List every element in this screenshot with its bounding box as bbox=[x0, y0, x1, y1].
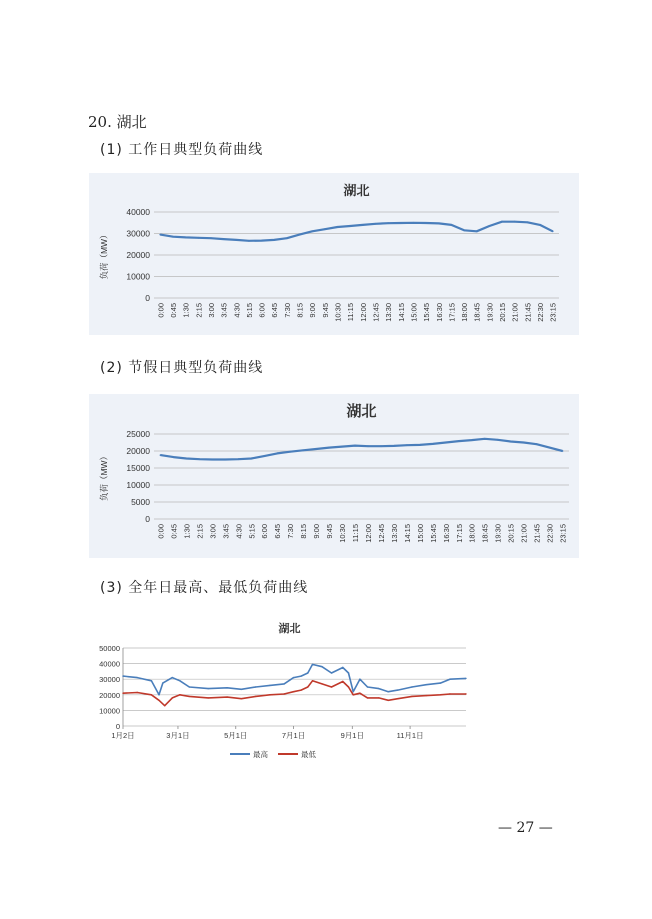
y-tick-label: 40000 bbox=[99, 659, 120, 669]
x-tick-label: 3:00 bbox=[208, 524, 218, 539]
x-tick-label: 2:15 bbox=[195, 524, 205, 539]
data-point bbox=[159, 234, 161, 236]
data-point bbox=[501, 221, 503, 223]
data-point bbox=[393, 445, 395, 447]
chart-title: 湖北 bbox=[278, 623, 301, 635]
data-point bbox=[342, 667, 343, 668]
data-point bbox=[539, 224, 541, 226]
data-point bbox=[348, 686, 349, 687]
data-point bbox=[255, 696, 256, 697]
data-point bbox=[283, 683, 284, 684]
x-tick-label: 6:00 bbox=[260, 524, 270, 539]
data-point bbox=[321, 666, 322, 667]
data-point bbox=[378, 697, 379, 698]
chart-title: 湖北 bbox=[343, 183, 370, 198]
x-tick-label: 4:30 bbox=[232, 303, 242, 318]
data-point bbox=[286, 237, 288, 239]
data-point bbox=[227, 696, 228, 697]
data-point bbox=[227, 687, 228, 688]
x-tick-label: 0:45 bbox=[168, 303, 178, 318]
x-tick-label: 9月1日 bbox=[340, 731, 364, 740]
x-tick-label: 18:00 bbox=[467, 524, 477, 543]
data-point bbox=[250, 458, 252, 460]
x-tick-label: 12:00 bbox=[358, 303, 368, 322]
data-point bbox=[186, 458, 188, 460]
y-axis-label: 负荷（MW） bbox=[99, 451, 109, 502]
data-point bbox=[189, 686, 190, 687]
x-tick-label: 6:00 bbox=[257, 303, 267, 318]
data-point bbox=[449, 693, 450, 694]
x-tick-label: 20:15 bbox=[506, 524, 516, 543]
data-point bbox=[315, 448, 317, 450]
data-point bbox=[354, 445, 356, 447]
data-point bbox=[411, 686, 412, 687]
x-tick-label: 10:30 bbox=[338, 524, 348, 543]
x-tick-label: 7:30 bbox=[282, 303, 292, 318]
data-point bbox=[224, 459, 226, 461]
data-point bbox=[241, 689, 242, 690]
x-tick-label: 17:15 bbox=[454, 524, 464, 543]
x-tick-label: 6:45 bbox=[270, 303, 280, 318]
data-point bbox=[269, 685, 270, 686]
x-tick-label: 6:45 bbox=[273, 524, 283, 539]
data-point bbox=[387, 222, 389, 224]
y-tick-label: 15000 bbox=[126, 463, 150, 473]
y-tick-label: 0 bbox=[115, 722, 120, 731]
data-point bbox=[445, 442, 447, 444]
data-point bbox=[172, 697, 173, 698]
data-point bbox=[400, 222, 402, 224]
y-tick-label: 0 bbox=[145, 514, 150, 524]
x-tick-label: 8:15 bbox=[295, 303, 305, 318]
data-point bbox=[397, 689, 398, 690]
x-tick-label: 0:00 bbox=[156, 524, 166, 539]
data-point bbox=[122, 675, 123, 676]
data-point bbox=[458, 440, 460, 442]
x-tick-label: 15:00 bbox=[415, 524, 425, 543]
y-tick-label: 25000 bbox=[126, 429, 150, 439]
data-point bbox=[273, 239, 275, 241]
data-point bbox=[432, 443, 434, 445]
x-tick-label: 12:45 bbox=[376, 524, 386, 543]
y-axis-label: 负荷（MW） bbox=[99, 230, 109, 280]
y-tick-label: 0 bbox=[145, 293, 150, 303]
x-tick-label: 19:30 bbox=[493, 524, 503, 543]
x-tick-label: 3:45 bbox=[219, 303, 229, 318]
data-point bbox=[179, 680, 180, 681]
x-tick-label: 0:45 bbox=[169, 524, 179, 539]
data-point bbox=[263, 455, 265, 457]
data-point bbox=[137, 692, 138, 693]
data-point bbox=[269, 694, 270, 695]
data-point bbox=[328, 447, 330, 449]
data-point bbox=[337, 226, 339, 228]
data-point bbox=[362, 224, 364, 226]
data-point bbox=[283, 693, 284, 694]
data-point bbox=[162, 682, 163, 683]
x-tick-label: 13:30 bbox=[384, 303, 394, 322]
data-point bbox=[179, 694, 180, 695]
data-point bbox=[342, 681, 343, 682]
x-tick-label: 10:30 bbox=[333, 303, 343, 322]
y-tick-label: 20000 bbox=[126, 446, 150, 456]
x-tick-label: 21:00 bbox=[510, 303, 520, 322]
data-point bbox=[463, 229, 465, 231]
data-point bbox=[510, 441, 512, 443]
x-tick-label: 15:00 bbox=[409, 303, 419, 322]
data-point bbox=[397, 698, 398, 699]
data-point bbox=[413, 222, 415, 224]
data-point bbox=[375, 223, 377, 225]
data-point bbox=[248, 240, 250, 242]
x-tick-label: 9:45 bbox=[320, 303, 330, 318]
y-tick-label: 10000 bbox=[99, 706, 120, 716]
data-point bbox=[388, 700, 389, 701]
data-point bbox=[312, 664, 313, 665]
data-point bbox=[425, 222, 427, 224]
x-tick-label: 22:30 bbox=[545, 524, 555, 543]
section-title: 20. 湖北 bbox=[88, 113, 147, 131]
data-point bbox=[523, 442, 525, 444]
x-tick-label: 11:15 bbox=[346, 303, 356, 322]
x-tick-label: 16:30 bbox=[434, 303, 444, 322]
data-point bbox=[471, 439, 473, 441]
x-tick-label: 15:45 bbox=[422, 303, 432, 322]
data-point bbox=[241, 698, 242, 699]
data-point bbox=[197, 237, 199, 239]
x-tick-label: 21:45 bbox=[523, 303, 533, 322]
data-point bbox=[189, 696, 190, 697]
x-tick-label: 20:15 bbox=[498, 303, 508, 322]
data-point bbox=[527, 221, 529, 223]
x-tick-label: 18:45 bbox=[480, 524, 490, 543]
x-tick-label: 9:00 bbox=[308, 303, 318, 318]
data-point bbox=[367, 445, 369, 447]
data-point bbox=[476, 230, 478, 232]
x-tick-label: 7月1日 bbox=[281, 731, 306, 740]
data-point bbox=[440, 682, 441, 683]
data-point bbox=[549, 447, 551, 449]
data-point bbox=[208, 697, 209, 698]
y-tick-label: 20000 bbox=[126, 250, 150, 260]
y-tick-label: 10000 bbox=[126, 480, 150, 490]
x-tick-label: 5:15 bbox=[247, 524, 257, 539]
y-tick-label: 30000 bbox=[99, 675, 120, 685]
data-point bbox=[137, 677, 138, 678]
data-point bbox=[411, 696, 412, 697]
data-point bbox=[380, 445, 382, 447]
data-point bbox=[331, 672, 332, 673]
x-tick-label: 4:30 bbox=[234, 524, 244, 539]
data-point bbox=[293, 677, 294, 678]
data-point bbox=[164, 705, 165, 706]
y-tick-label: 10000 bbox=[126, 271, 150, 282]
x-tick-label: 19:30 bbox=[485, 303, 495, 322]
x-tick-label: 16:30 bbox=[441, 524, 451, 543]
x-tick-label: 3:45 bbox=[221, 524, 231, 539]
x-tick-label: 3月1日 bbox=[166, 731, 190, 740]
data-point bbox=[151, 694, 152, 695]
data-point bbox=[210, 237, 212, 239]
data-point bbox=[307, 672, 308, 673]
data-point bbox=[312, 680, 313, 681]
x-tick-label: 3:00 bbox=[206, 303, 216, 318]
data-point bbox=[552, 230, 554, 232]
y-tick-label: 50000 bbox=[99, 644, 120, 653]
data-point bbox=[465, 678, 466, 679]
data-point bbox=[359, 693, 360, 694]
x-tick-label: 23:15 bbox=[548, 303, 558, 322]
data-point bbox=[426, 695, 427, 696]
data-point bbox=[341, 446, 343, 448]
x-tick-label: 2:15 bbox=[194, 303, 204, 318]
data-point bbox=[212, 459, 214, 461]
x-tick-label: 5月1日 bbox=[224, 731, 248, 740]
x-tick-label: 18:00 bbox=[460, 303, 470, 322]
data-point bbox=[388, 691, 389, 692]
chart-workday bbox=[89, 173, 579, 335]
subtitle-workday: (1) 工作日典型负荷曲线 bbox=[100, 142, 264, 158]
x-tick-label: 9:00 bbox=[312, 524, 322, 539]
y-tick-label: 40000 bbox=[126, 207, 150, 217]
data-point bbox=[172, 677, 173, 678]
data-point bbox=[353, 691, 354, 692]
x-tick-label: 9:45 bbox=[325, 524, 335, 539]
legend-label: 最高 bbox=[253, 750, 268, 759]
series-line bbox=[123, 681, 466, 706]
x-tick-label: 14:15 bbox=[396, 303, 406, 322]
data-point bbox=[299, 234, 301, 236]
chart-annual bbox=[80, 612, 480, 772]
data-point bbox=[276, 453, 278, 455]
x-tick-label: 14:15 bbox=[402, 524, 412, 543]
x-tick-label: 1:30 bbox=[181, 303, 191, 318]
data-point bbox=[185, 237, 187, 239]
x-tick-label: 23:15 bbox=[558, 524, 568, 543]
data-point bbox=[122, 693, 123, 694]
data-point bbox=[353, 694, 354, 695]
data-point bbox=[158, 700, 159, 701]
x-tick-label: 8:15 bbox=[299, 524, 309, 539]
data-point bbox=[172, 236, 174, 238]
data-point bbox=[349, 225, 351, 227]
data-point bbox=[289, 451, 291, 453]
x-tick-label: 13:30 bbox=[389, 524, 399, 543]
data-point bbox=[406, 444, 408, 446]
x-tick-label: 1月2日 bbox=[111, 731, 135, 740]
x-tick-label: 15:45 bbox=[428, 524, 438, 543]
data-point bbox=[359, 679, 360, 680]
x-tick-label: 11:15 bbox=[351, 524, 361, 543]
data-point bbox=[321, 683, 322, 684]
x-tick-label: 21:45 bbox=[532, 524, 542, 543]
data-point bbox=[307, 686, 308, 687]
data-point bbox=[255, 686, 256, 687]
data-point bbox=[426, 684, 427, 685]
subtitle-holiday: (2) 节假日典型负荷曲线 bbox=[100, 360, 264, 376]
x-tick-label: 11月1日 bbox=[396, 731, 424, 740]
x-tick-label: 18:45 bbox=[472, 303, 482, 322]
data-point bbox=[489, 225, 491, 227]
data-point bbox=[562, 450, 564, 452]
data-point bbox=[348, 672, 349, 673]
data-point bbox=[419, 444, 421, 446]
x-tick-label: 17:15 bbox=[447, 303, 457, 322]
data-point bbox=[261, 240, 263, 242]
data-point bbox=[484, 438, 486, 440]
y-tick-label: 30000 bbox=[126, 228, 150, 239]
data-point bbox=[497, 439, 499, 441]
data-point bbox=[451, 224, 453, 226]
data-point bbox=[465, 693, 466, 694]
chart-workday-svg bbox=[89, 173, 579, 335]
y-tick-label: 5000 bbox=[131, 497, 150, 507]
data-point bbox=[302, 449, 304, 451]
x-tick-label: 12:00 bbox=[363, 524, 373, 543]
data-point bbox=[158, 694, 159, 695]
data-point bbox=[208, 688, 209, 689]
data-point bbox=[440, 694, 441, 695]
chart-holiday-svg bbox=[89, 394, 579, 558]
data-point bbox=[173, 456, 175, 458]
data-point bbox=[324, 228, 326, 230]
data-point bbox=[237, 458, 239, 460]
chart-title: 湖北 bbox=[346, 403, 377, 420]
legend-label: 最低 bbox=[301, 750, 316, 759]
page-number: — 27 — bbox=[498, 820, 553, 836]
x-tick-label: 5:15 bbox=[244, 303, 254, 318]
chart-holiday bbox=[89, 394, 579, 558]
data-point bbox=[514, 221, 516, 223]
data-point bbox=[536, 443, 538, 445]
x-tick-label: 1:30 bbox=[182, 524, 192, 539]
x-tick-label: 7:30 bbox=[286, 524, 296, 539]
data-point bbox=[300, 675, 301, 676]
chart-annual-svg bbox=[80, 612, 480, 772]
data-point bbox=[300, 689, 301, 690]
data-point bbox=[331, 686, 332, 687]
data-point bbox=[160, 454, 162, 456]
data-point bbox=[223, 238, 225, 240]
x-tick-label: 0:00 bbox=[156, 303, 166, 318]
data-point bbox=[367, 697, 368, 698]
x-tick-label: 12:45 bbox=[371, 303, 381, 322]
series-line bbox=[123, 664, 466, 694]
data-point bbox=[378, 688, 379, 689]
x-tick-label: 22:30 bbox=[536, 303, 546, 322]
data-point bbox=[367, 686, 368, 687]
data-point bbox=[199, 458, 201, 460]
data-point bbox=[311, 230, 313, 232]
subtitle-annual: (3) 全年日最高、最低负荷曲线 bbox=[100, 580, 309, 596]
data-point bbox=[449, 679, 450, 680]
y-tick-label: 20000 bbox=[99, 690, 120, 700]
data-point bbox=[293, 691, 294, 692]
data-point bbox=[151, 680, 152, 681]
data-point bbox=[235, 239, 237, 241]
x-tick-label: 21:00 bbox=[519, 524, 529, 543]
data-point bbox=[438, 223, 440, 225]
